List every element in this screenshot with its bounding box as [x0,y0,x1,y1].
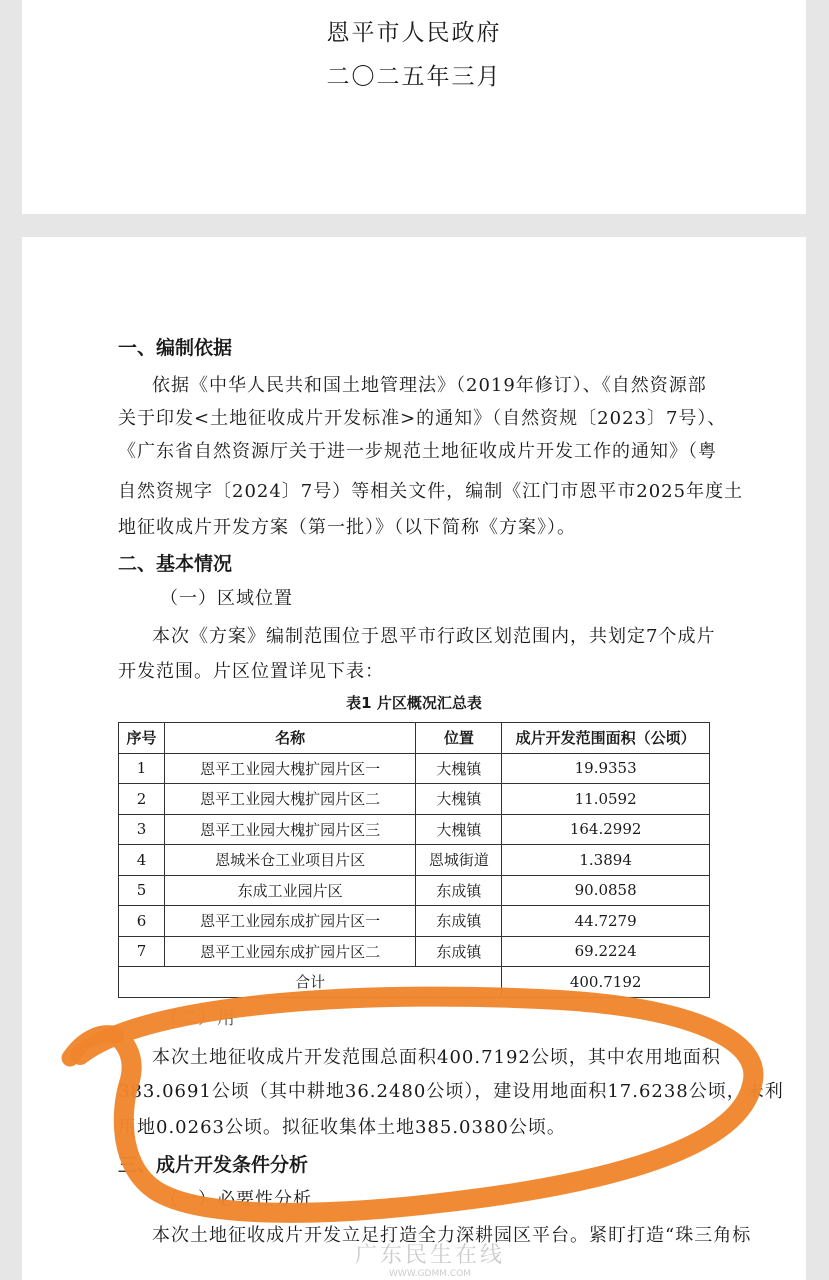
section3-para-line: 本次土地征收成片开发立足打造全力深耕园区平台。紧盯打造“珠三角标 [152,1225,752,1246]
table-cell: 恩平工业园东成扩园片区一 [164,906,415,937]
table-cell: 东成镇 [416,936,502,967]
table-cell: 1.3894 [502,845,710,876]
table-header-cell: 成片开发范围面积（公顷） [502,723,710,754]
table-row [119,875,710,906]
section2-subheading-partial: （二）用 [160,1008,236,1029]
table-cell: 4 [119,845,165,876]
table-cell: 2 [119,784,165,815]
table-total-row [119,967,710,998]
watermark-url: WWW.GDMM.COM [389,1269,471,1279]
table-cell: 恩城街道 [416,845,502,876]
table-cell: 恩平工业园大槐扩园片区二 [164,784,415,815]
table-header-row [119,723,710,754]
section1-line: 关于印发<土地征收成片开发标准>的通知》（自然资规〔2023〕7号）、 [118,408,727,429]
table-cell: 11.0592 [502,784,710,815]
section2-para2-line: 383.0691公顷（其中耕地36.2480公顷），建设用地面积17.6238公顷，未利 [118,1081,784,1102]
table-cell: 东成镇 [416,875,502,906]
table-cell: 1 [119,753,165,784]
table-cell: 东成镇 [416,906,502,937]
table-row [119,784,710,815]
document-page-top [22,0,806,214]
section1-line: 《广东省自然资源厅关于进一步规范土地征收成片开发工作的通知》（粤 [118,441,717,462]
table-row [119,753,710,784]
table-cell: 19.9353 [502,753,710,784]
section1-heading: 一、编制依据 [118,337,233,359]
table-cell: 恩平工业园大槐扩园片区一 [164,753,415,784]
table-header-cell: 名称 [164,723,415,754]
table-cell: 恩平工业园东成扩园片区二 [164,936,415,967]
table-cell: 东成工业园片区 [164,875,415,906]
section2-para-line: 开发范围。片区位置详见下表： [118,661,384,682]
section1-line: 依据《中华人民共和国土地管理法》（2019年修订）、《自然资源部 [152,375,707,396]
table-total-value: 400.7192 [502,967,710,998]
table-cell: 164.2992 [502,814,710,845]
table-caption: 表1 片区概况汇总表 [346,694,482,712]
summary-table [118,722,710,998]
section1-line: 地征收成片开发方案（第一批）》（以下简称《方案》）。 [118,517,576,538]
watermark-text: 广东民生在线 [354,1243,505,1268]
table-cell: 3 [119,814,165,845]
table-cell: 大槐镇 [416,784,502,815]
table-cell: 恩城米仓工业项目片区 [164,845,415,876]
section2-para-line: 本次《方案》编制范围位于恩平市行政区划范围内，共划定7个成片 [152,626,716,647]
section3-subheading: （一）必要性分析 [160,1189,312,1210]
section2-para2-line: 用地0.0263公顷。拟征收集体土地385.0380公顷。 [118,1117,566,1138]
table-row [119,845,710,876]
table-header-cell: 序号 [119,723,165,754]
table-row [119,906,710,937]
table-cell: 44.7279 [502,906,710,937]
section3-heading: 三、成片开发条件分析 [118,1154,309,1176]
table-cell: 5 [119,875,165,906]
table-cell: 90.0858 [502,875,710,906]
document-page-main [22,237,806,1280]
signature-org: 恩平市人民政府 [326,20,502,46]
section2-para2-line: 本次土地征收成片开发范围总面积400.7192公顷，其中农用地面积 [152,1047,721,1068]
section2-subheading: （一）区域位置 [160,588,293,609]
table-row [119,936,710,967]
table-header-cell: 位置 [416,723,502,754]
table-cell: 大槐镇 [416,814,502,845]
table-total-label: 合计 [119,967,502,998]
table-cell: 恩平工业园大槐扩园片区三 [164,814,415,845]
table-cell: 6 [119,906,165,937]
table-row [119,814,710,845]
table-cell: 7 [119,936,165,967]
table-cell: 大槐镇 [416,753,502,784]
signature-date: 二〇二五年三月 [326,64,502,90]
section1-line: 自然资规字〔2024〕7号）等相关文件，编制《江门市恩平市2025年度土 [118,481,744,502]
watermark-logo [330,1238,530,1278]
table-cell: 69.2224 [502,936,710,967]
section2-heading: 二、基本情况 [118,553,233,575]
